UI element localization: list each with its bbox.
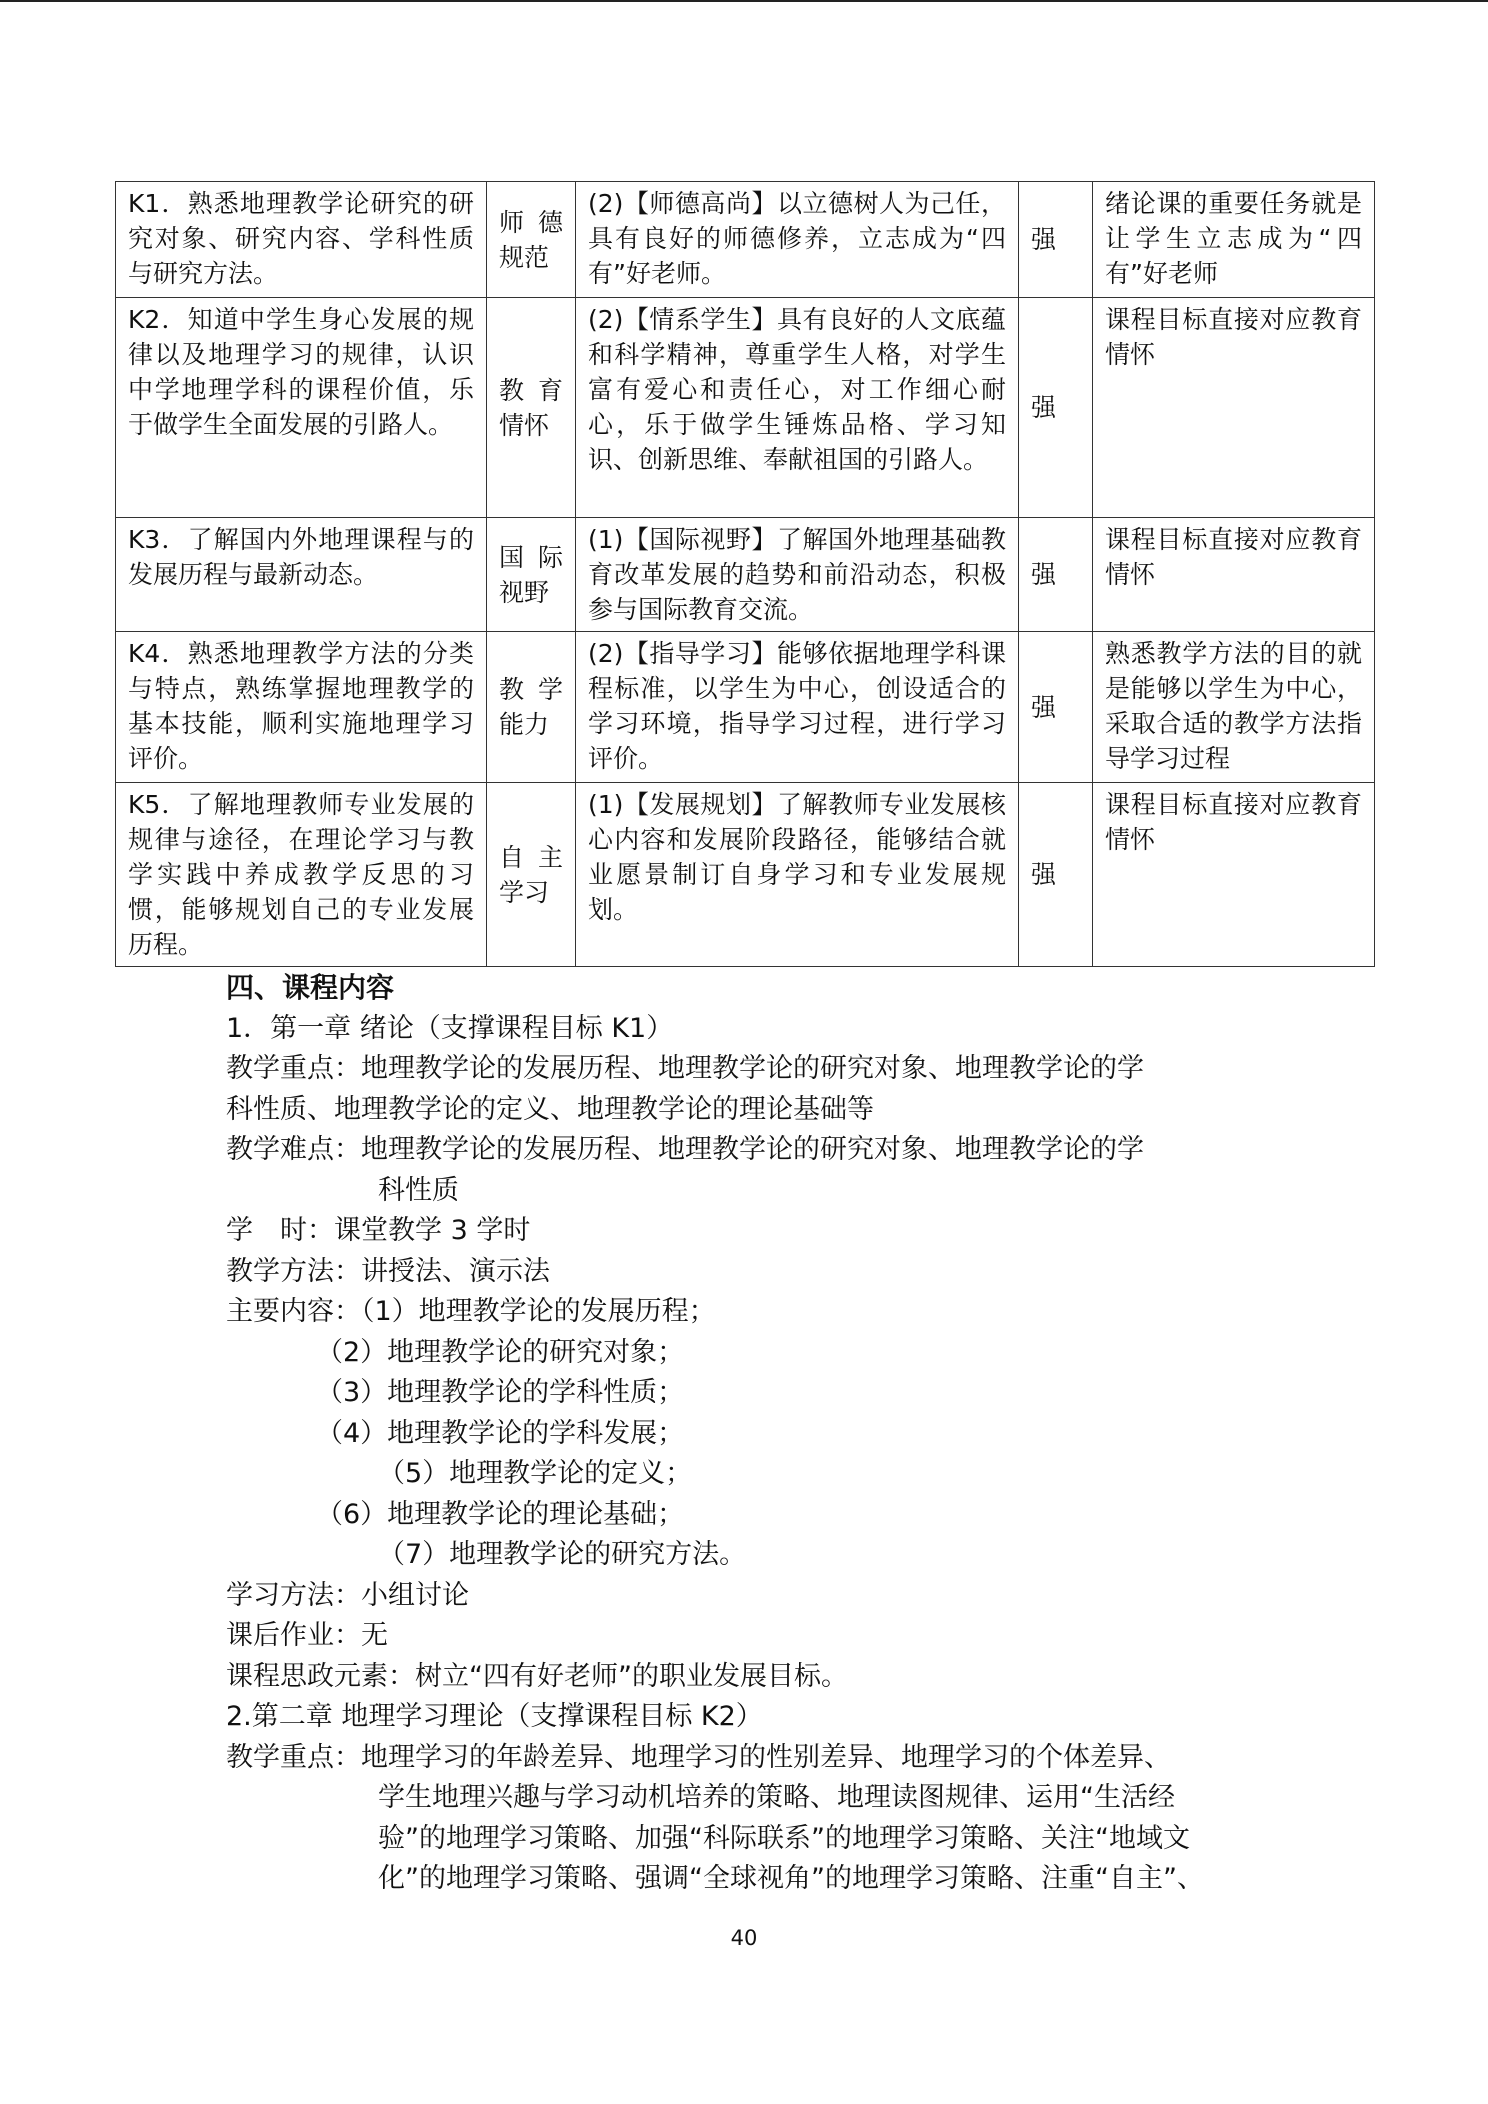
note-cell: 课程目标直接对应教育情怀 [1093,298,1375,518]
domain-cell: 教育情怀 [487,298,576,518]
level-cell: 强 [1019,298,1093,518]
main-content-line: （7）地理教学论的研究方法。 [378,1539,747,1570]
requirement-cell: (2)【情系学生】具有良好的人文底蕴和科学精神，尊重学生人格，对学生富有爱心和责任心，对工作细心耐心，乐于做学生锤炼品格、学习知识、创新思维、奉献祖国的引路人。 [576,298,1019,518]
level-cell: 强 [1019,182,1093,298]
requirement-cell: (2)【师德高尚】以立德树人为己任，具有良好的师德修养，立志成为“四有”好老师。 [576,182,1019,298]
key-points-line: 学生地理兴趣与学习动机培养的策略、地理读图规律、运用“生活经 [378,1782,1175,1813]
difficulty-line: 教学难点：地理教学论的发展历程、地理教学论的研究对象、地理教学论的学 [226,1134,1144,1165]
chapter-title: 2.第二章 地理学习理论（支撑课程目标 K2） [226,1701,763,1732]
ideology-line: 课程思政元素：树立“四有好老师”的职业发展目标。 [226,1660,848,1692]
requirement-cell: (1)【国际视野】了解国外地理基础教育改革发展的趋势和前沿动态，积极参与国际教育交流。 [576,518,1019,632]
table-row [116,518,1375,632]
section-heading: 四、课程内容 [226,971,395,1004]
domain-cell: 教学能力 [487,632,576,783]
page-top-border [0,0,1488,2]
hours-line: 学 时：课堂教学 3 学时 [226,1215,531,1246]
level-cell: 强 [1019,632,1093,783]
table-row [116,298,1375,518]
study-method-line: 学习方法：小组讨论 [226,1579,469,1611]
key-points-line: 化”的地理学习策略、强调“全球视角”的地理学习策略、注重“自主”、 [378,1863,1204,1894]
key-points-line: 教学重点：地理学习的年龄差异、地理学习的性别差异、地理学习的个体差异、 [226,1741,1171,1773]
note-cell: 熟悉教学方法的目的就是能够以学生为中心，采取合适的教学方法指导学习过程 [1093,632,1375,783]
objective-cell: K4．熟悉地理教学方法的分类与特点，熟练掌握地理教学的基本技能，顺利实施地理学习评价。 [116,632,487,783]
homework-line: 课后作业：无 [226,1620,388,1651]
domain-cell: 自主学习 [487,783,576,967]
main-content-line: （5）地理教学论的定义； [378,1458,693,1489]
table-row [116,783,1375,967]
methods-line: 教学方法：讲授法、演示法 [226,1255,550,1287]
level-cell: 强 [1019,518,1093,632]
requirement-cell: (1)【发展规划】了解教师专业发展核心内容和发展阶段路径，能够结合就业愿景制订自身学习和专业发展规划。 [576,783,1019,967]
objective-cell: K5．了解地理教师专业发展的规律与途径，在理论学习与教学实践中养成教学反思的习惯，能够规划自己的专业发展历程。 [116,783,487,967]
key-points-line: 验”的地理学习策略、加强“科际联系”的地理学习策略、关注“地域文 [378,1822,1190,1854]
objective-cell: K3．了解国内外地理课程与的发展历程与最新动态。 [116,518,487,632]
course-content-section [226,968,1286,1900]
course-objectives-table [115,181,1375,967]
objective-cell: K2．知道中学生身心发展的规律以及地理学习的规律，认识中学地理学科的课程价值，乐于做学生全面发展的引路人。 [116,298,487,518]
chapter-title: 1．第一章 绪论（支撑课程目标 K1） [226,1012,674,1044]
requirement-cell: (2)【指导学习】能够依据地理学科课程标准，以学生为中心，创设适合的学习环境，指导学习过程，进行学习评价。 [576,632,1019,783]
table-row [116,182,1375,298]
main-content-line: （6）地理教学论的理论基础； [316,1498,685,1530]
difficulty-line: 科性质 [378,1174,459,1206]
level-cell: 强 [1019,783,1093,967]
note-cell: 课程目标直接对应教育情怀 [1093,783,1375,967]
table-row [116,632,1375,783]
main-content-line: （2）地理教学论的研究对象； [316,1336,685,1368]
objective-cell: K1．熟悉地理教学论研究的研究对象、研究内容、学科性质与研究方法。 [116,182,487,298]
key-points-line: 科性质、地理教学论的定义、地理教学论的理论基础等 [226,1093,874,1125]
main-content-line: （3）地理教学论的学科性质； [316,1377,685,1408]
main-content-line: （4）地理教学论的学科发展； [316,1417,685,1449]
key-points-line: 教学重点：地理教学论的发展历程、地理教学论的研究对象、地理教学论的学 [226,1053,1144,1084]
domain-cell: 国际视野 [487,518,576,632]
domain-cell: 师德规范 [487,182,576,298]
note-cell: 绪论课的重要任务就是让学生立志成为“四有”好老师 [1093,182,1375,298]
note-cell: 课程目标直接对应教育情怀 [1093,518,1375,632]
page-number: 40 [730,1926,758,1950]
main-content-line: 主要内容：（1）地理教学论的发展历程； [226,1296,716,1327]
